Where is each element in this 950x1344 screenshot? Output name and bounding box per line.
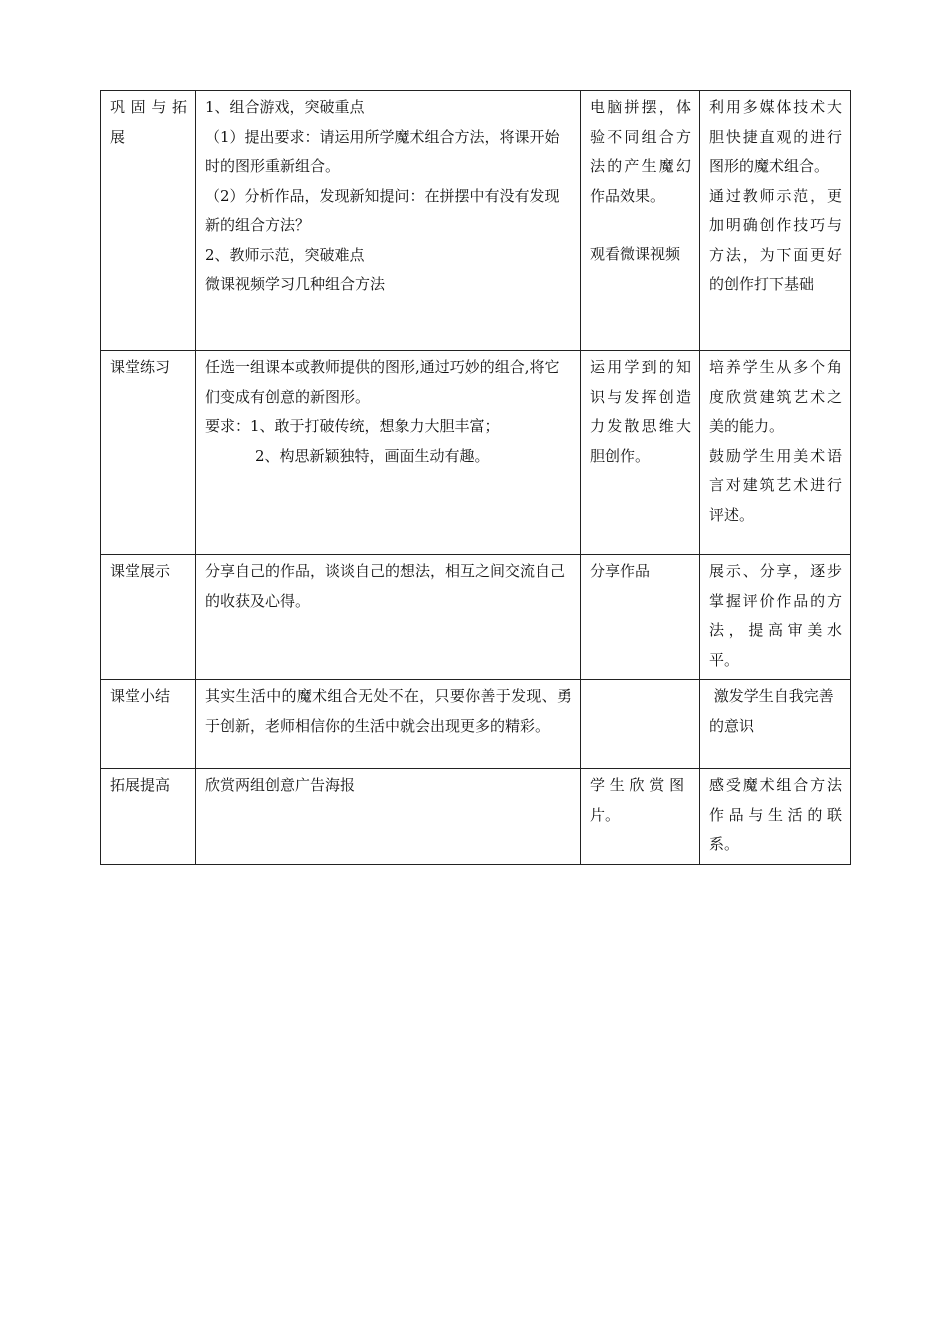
student-activity-cell <box>581 351 700 555</box>
content-line: 分享自己的作品，谈谈自己的想法，相互之间交流自己的收获及心得。 <box>205 562 566 610</box>
stage-cell <box>101 769 196 865</box>
student-activity-text: 分享作品 <box>590 562 651 580</box>
stage-cell <box>101 555 196 680</box>
design-intent-text: 培养学生从多个角度欣赏建筑艺术之美的能力。 <box>709 358 842 435</box>
content-line: 要求：1、敢于打破传统，想象力大胆丰富； <box>205 417 500 435</box>
lesson-plan-table <box>100 90 851 865</box>
table-row <box>101 555 851 680</box>
design-intent-text: 通过教师示范，更加明确创作技巧与方法，为下面更好的创作打下基础 <box>709 186 842 293</box>
student-activity-text: 运用学到的知识与发挥创造力发散思维大胆创作。 <box>590 358 691 465</box>
stage-label: 课堂展示 <box>110 562 171 580</box>
design-intent-text: 感受魔术组合方法作品与生活的联系。 <box>709 776 842 853</box>
content-line: 2、构思新颖独特，画面生动有趣。 <box>255 446 490 465</box>
stage-label: 拓展提高 <box>110 776 171 794</box>
content-line: 其实生活中的魔术组合无处不在，只要你善于发现、勇于创新，老师相信你的生活中就会出现更多的精彩。 <box>205 687 572 735</box>
design-intent-cell <box>700 351 851 555</box>
student-activity-cell <box>581 680 700 769</box>
content-cell <box>196 555 581 680</box>
content-cell <box>196 351 581 555</box>
student-activity-text: 观看微课视频 <box>590 245 681 263</box>
content-line: （2）分析作品，发现新知提问：在拼摆中有没有发现新的组合方法？ <box>205 186 560 234</box>
table-row <box>101 680 851 769</box>
content-cell <box>196 680 581 769</box>
content-cell <box>196 91 581 351</box>
content-line: 1、组合游戏，突破重点 <box>205 98 365 116</box>
table-row <box>101 769 851 865</box>
stage-label: 课堂练习 <box>110 358 171 376</box>
design-intent-text: 利用多媒体技术大胆快捷直观的进行图形的魔术组合。 <box>709 98 842 175</box>
content-line: 2、教师示范，突破难点 <box>205 245 365 264</box>
table-row <box>101 91 851 351</box>
stage-cell <box>101 91 196 351</box>
design-intent-text: 展示、分享，逐步掌握评价作品的方法，提高审美水平。 <box>709 562 842 669</box>
stage-cell <box>101 680 196 769</box>
design-intent-cell <box>700 555 851 680</box>
design-intent-text: 激发学生自我完善的意识 <box>709 687 834 735</box>
design-intent-text: 鼓励学生用美术语言对建筑艺术进行评述。 <box>709 446 842 524</box>
design-intent-cell <box>700 769 851 865</box>
student-activity-cell <box>581 769 700 865</box>
content-line: 任选一组课本或教师提供的图形,通过巧妙的组合,将它们变成有创意的新图形。 <box>205 358 560 406</box>
table-row <box>101 351 851 555</box>
student-activity-cell <box>581 91 700 351</box>
stage-cell <box>101 351 196 555</box>
content-line: 欣赏两组创意广告海报 <box>205 776 356 794</box>
student-activity-text: 电脑拼摆，体验不同组合方法的产生魔幻作品效果。 <box>590 98 691 205</box>
stage-label: 课堂小结 <box>110 687 171 705</box>
student-activity-text: 学 生 欣 赏 图 片。 <box>590 776 685 824</box>
design-intent-cell <box>700 91 851 351</box>
design-intent-cell <box>700 680 851 769</box>
content-line: 微课视频学习几种组合方法 <box>205 275 386 293</box>
student-activity-cell <box>581 555 700 680</box>
content-line: （1）提出要求：请运用所学魔术组合方法，将课开始时的图形重新组合。 <box>205 127 560 175</box>
content-cell <box>196 769 581 865</box>
stage-label: 巩 固 与 拓展 <box>110 98 187 146</box>
